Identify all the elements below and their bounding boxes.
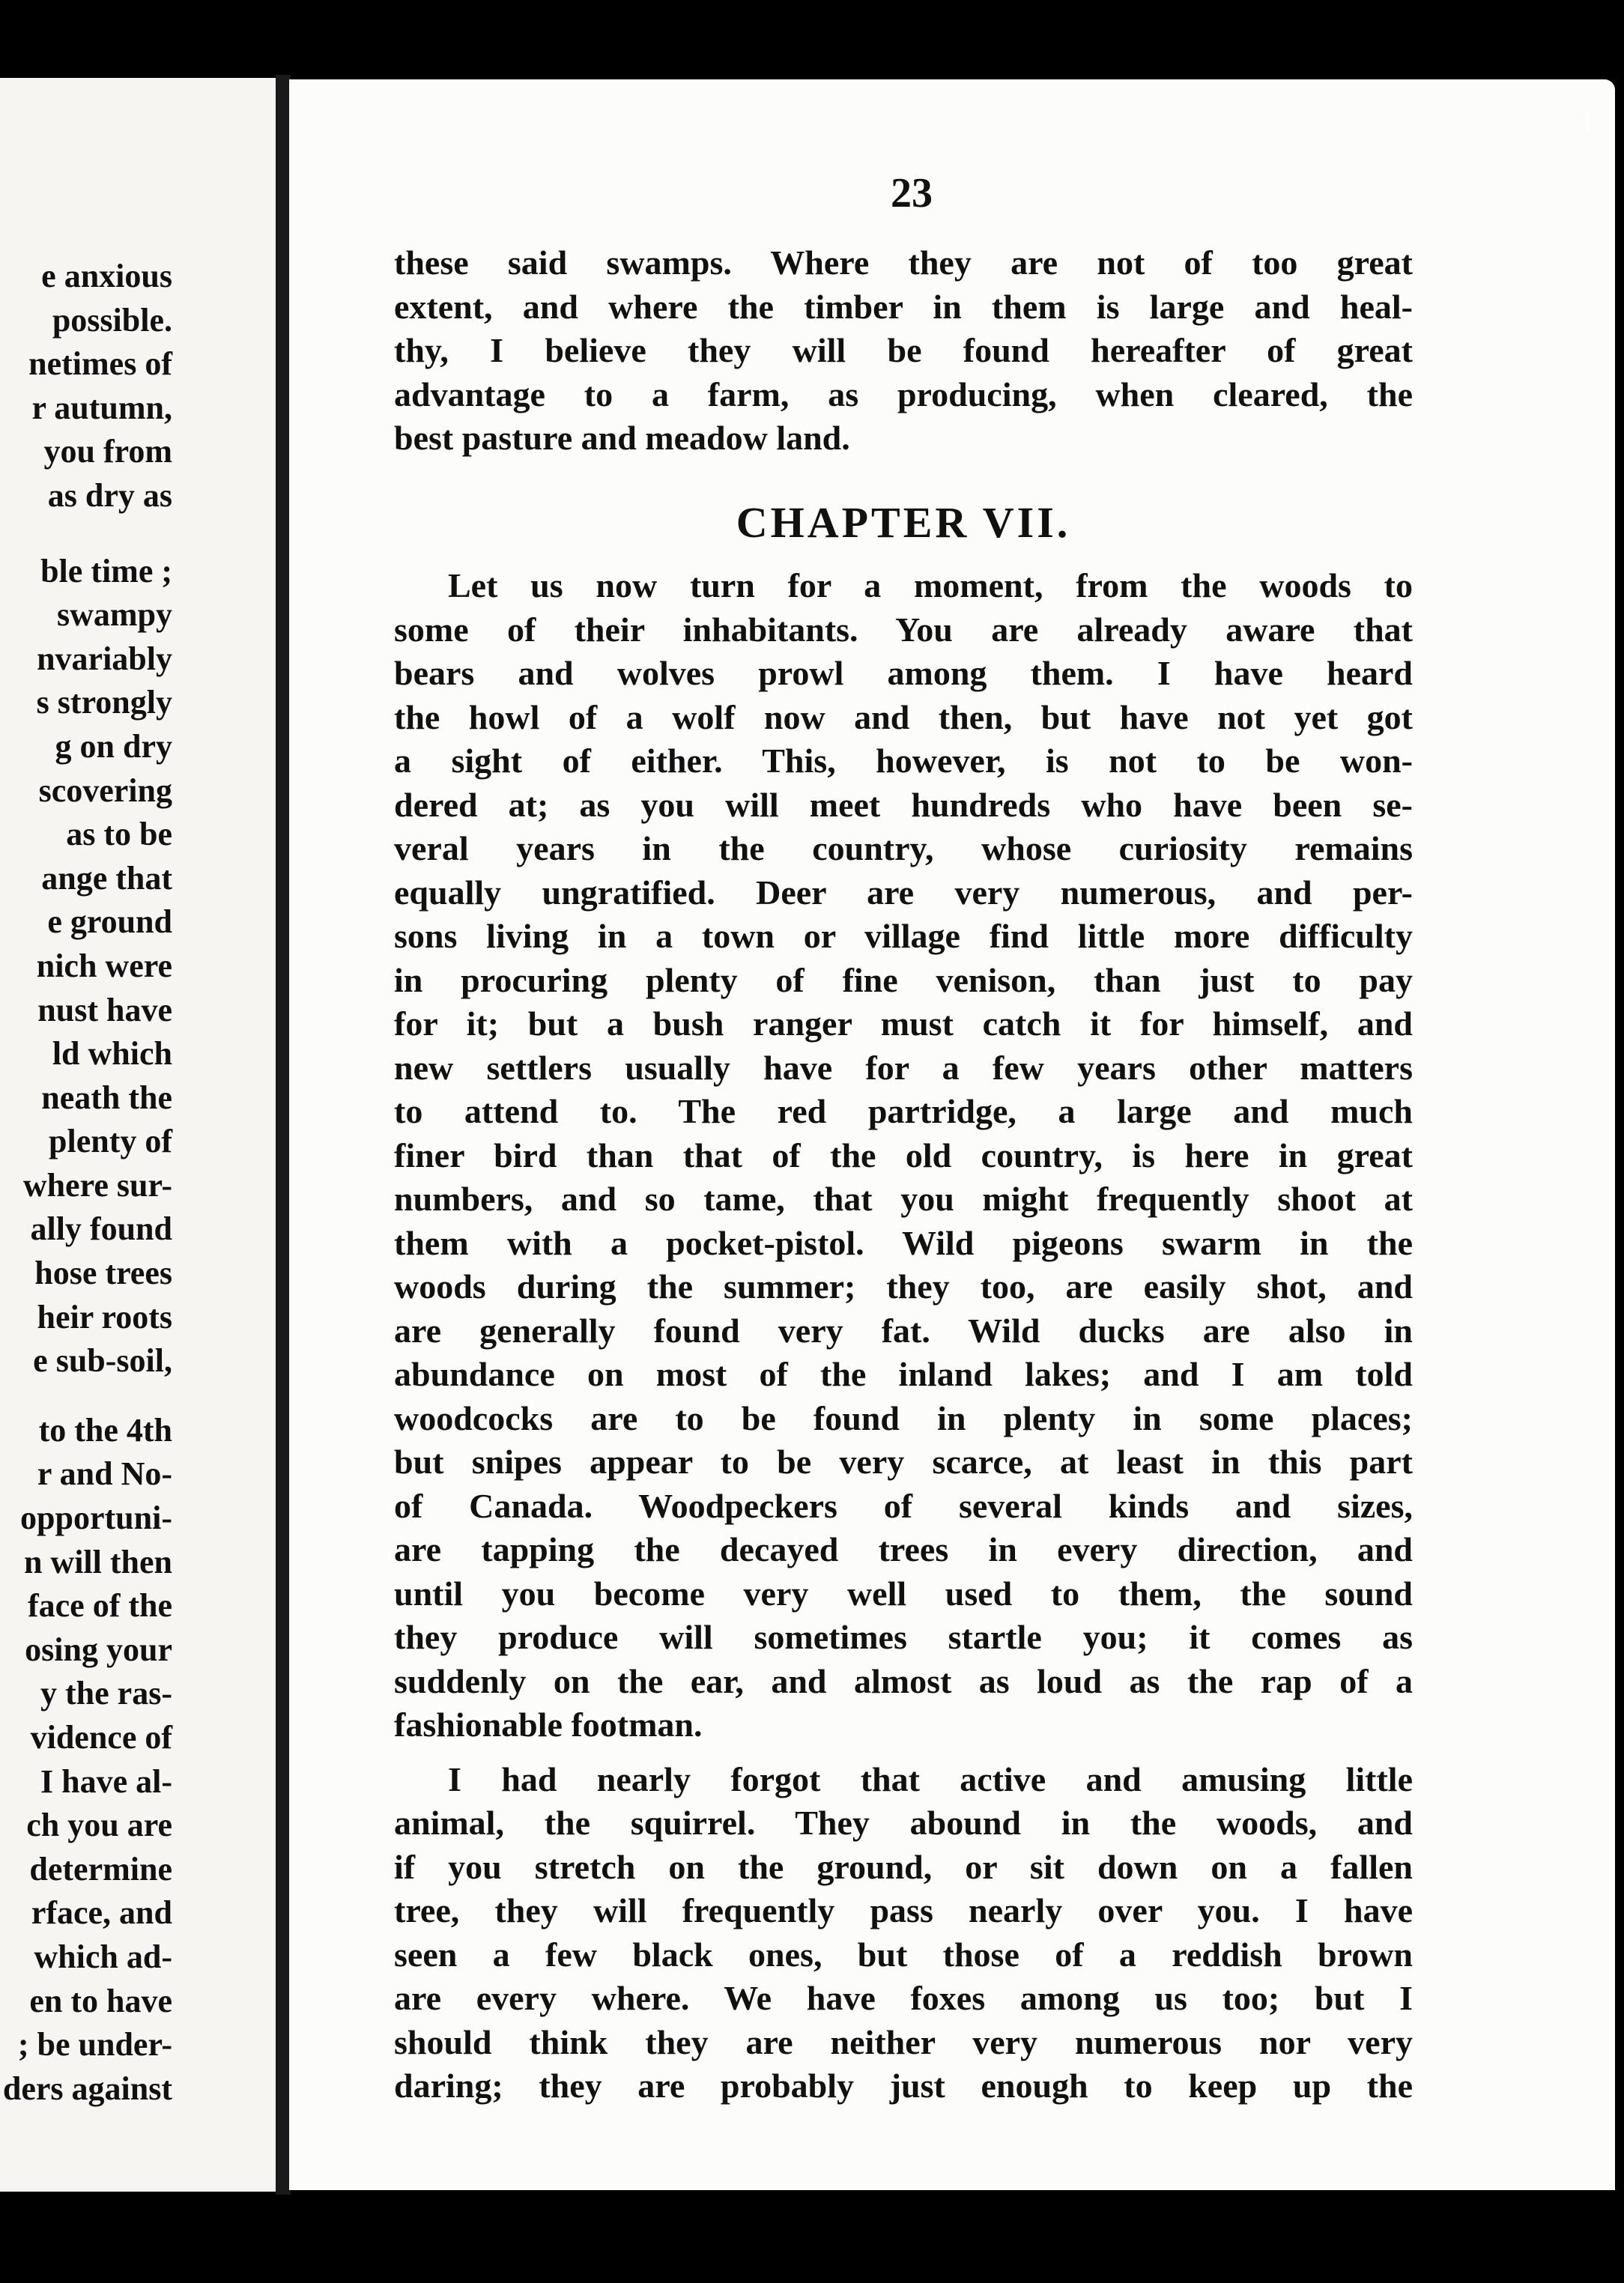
text-line: equally ungratified. Deer are very numerous, and per- [394, 873, 1413, 912]
left-line: e sub-soil, [33, 1342, 172, 1380]
text-line: new settlers usually have for a few years other matters [394, 1048, 1413, 1087]
text-line: abundance on most of the inland lakes; and I am told [394, 1355, 1413, 1393]
right-page-text [394, 241, 1413, 2108]
left-line: en to have [29, 1982, 172, 2019]
text-line: Let us now turn for a moment, from the woods to [448, 566, 1413, 604]
left-line: r autumn, [31, 389, 172, 426]
text-line: are every where. We have foxes among us too; but I [394, 1979, 1413, 2017]
text-line: should think they are neither very numerous nor very [394, 2022, 1413, 2061]
text-line: I had nearly forgot that active and amusing little [448, 1759, 1413, 1798]
text-line: these said swamps. Where they are not of too great [394, 243, 1413, 282]
left-page-fragment [0, 78, 276, 2192]
left-line: as dry as [47, 476, 172, 514]
left-line: as to be [66, 816, 172, 853]
text-line: best pasture and meadow land. [394, 419, 850, 457]
text-line: advantage to a farm, as producing, when cleared, the [394, 375, 1413, 413]
text-line: woodcocks are to be found in plenty in some places; [394, 1398, 1413, 1437]
page-number: 23 [891, 170, 933, 216]
left-line: g on dry [55, 727, 172, 765]
left-line: ally found [30, 1210, 172, 1248]
left-line: e anxious [41, 258, 172, 294]
text-line: to attend to. The red partridge, a large and much [394, 1092, 1413, 1130]
left-line: s strongly [36, 684, 172, 721]
left-line: vidence of [30, 1719, 172, 1756]
left-line: opportuni- [20, 1500, 172, 1537]
text-line: are generally found very fat. Wild ducks are also in [394, 1311, 1413, 1350]
left-line: ange that [41, 859, 172, 897]
text-line: thy, I believe they will be found hereafter of great [394, 331, 1413, 369]
text-line: a sight of either. This, however, is not to be won- [394, 742, 1413, 780]
left-line: swampy [56, 596, 172, 634]
text-line: daring; they are probably just enough to keep up the [394, 2067, 1413, 2105]
text-line: finer bird than that of the old country, is here in great [394, 1136, 1413, 1174]
scan-bottom-border [0, 2195, 1624, 2283]
left-line: to the 4th [38, 1411, 172, 1449]
left-line: ders against [2, 2070, 172, 2107]
text-line: bears and wolves prowl among them. I have heard [394, 654, 1413, 692]
text-line: woods during the summer; they too, are easily shot, and [394, 1267, 1413, 1306]
text-line: but snipes appear to be very scarce, at least in this part [394, 1443, 1413, 1481]
scan-edge-mark [1585, 112, 1590, 132]
text-line: dered at; as you will meet hundreds who have been se- [394, 785, 1413, 824]
text-line: sons living in a town or village find little more difficulty [394, 917, 1413, 955]
text-line: are tapping the decayed trees in every direction, and [394, 1530, 1413, 1568]
left-line: ; be under- [17, 2026, 172, 2064]
left-line: neath the [41, 1079, 172, 1116]
text-line: extent, and where the timber in them is large and heal- [394, 287, 1413, 326]
text-line: suddenly on the ear, and almost as loud as the rap of a [394, 1661, 1413, 1700]
left-line: ch you are [26, 1807, 172, 1844]
text-line: fashionable footman. [394, 1706, 703, 1744]
left-line: scovering [38, 771, 172, 809]
text-line: veral years in the country, whose curiosity remains [394, 829, 1413, 867]
left-line: which ad- [34, 1938, 172, 1975]
text-line: seen a few black ones, but those of a reddish brown [394, 1935, 1413, 1974]
text-line: until you become very well used to them, the sound [394, 1574, 1413, 1613]
left-line: plenty of [49, 1123, 172, 1160]
text-line: of Canada. Woodpeckers of several kinds and sizes, [394, 1486, 1413, 1525]
left-line: ld which [52, 1035, 172, 1073]
left-line: e ground [47, 903, 172, 941]
left-line: osing your [25, 1631, 172, 1668]
text-line: if you stretch on the ground, or sit down on a fallen [394, 1847, 1413, 1886]
text-line: in procuring plenty of fine venison, than just to pay [394, 960, 1413, 999]
left-line: determine [29, 1850, 172, 1888]
text-line: tree, they will frequently pass nearly over you. I have [394, 1891, 1413, 1929]
left-line: nvariably [37, 640, 172, 677]
text-line: for it; but a bush ranger must catch it for himself, and [394, 1004, 1413, 1043]
left-line: you from [43, 433, 172, 470]
left-line: where sur- [22, 1166, 172, 1204]
left-page-text [0, 255, 172, 2111]
chapter-heading: CHAPTER VII. [736, 497, 1071, 547]
left-line: netimes of [28, 345, 172, 383]
text-line: some of their inhabitants. You are already aware that [394, 610, 1413, 649]
left-line: face of the [27, 1587, 172, 1625]
text-line: numbers, and so tame, that you might frequently shoot at [394, 1180, 1413, 1218]
left-line: I have al- [40, 1762, 172, 1800]
left-line: heir roots [37, 1298, 172, 1335]
text-line: the howl of a wolf now and then, but have not yet got [394, 697, 1413, 736]
left-line: possible. [52, 301, 172, 339]
left-line: ble time ; [40, 552, 172, 589]
left-line: r and No- [37, 1455, 172, 1493]
text-line: they produce will sometimes startle you; it comes as [394, 1618, 1413, 1656]
left-line: nich were [36, 947, 172, 984]
text-line: animal, the squirrel. They abound in the woods, and [394, 1804, 1413, 1842]
book-gutter [276, 75, 291, 2196]
text-line: them with a pocket-pistol. Wild pigeons swarm in the [394, 1223, 1413, 1262]
left-line: n will then [23, 1543, 172, 1580]
left-line: hose trees [34, 1255, 172, 1292]
left-line: y the ras- [40, 1675, 172, 1712]
left-line: nust have [37, 991, 172, 1028]
left-line: rface, and [31, 1894, 172, 1932]
